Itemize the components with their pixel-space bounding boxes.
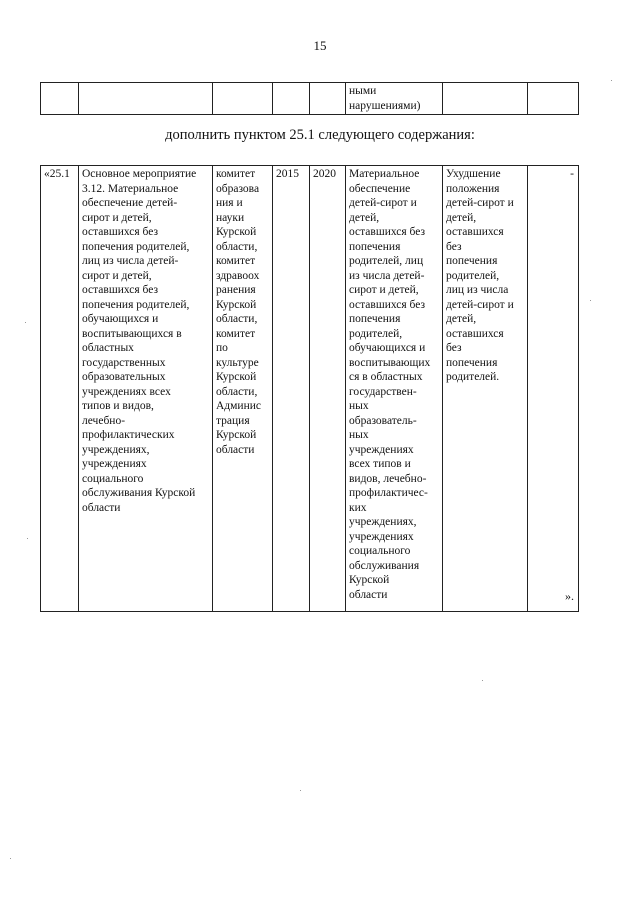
cell-line: Админис — [216, 400, 262, 412]
start-year: 2015 — [276, 168, 299, 180]
cell-line: оставшихся без — [349, 298, 426, 311]
cell-line: нарушениями) — [349, 99, 421, 112]
cell-line: Материальное — [349, 168, 420, 180]
cell-line: области, — [216, 240, 258, 253]
cell-line: культуре — [216, 356, 259, 369]
cell-line: детей, — [446, 313, 477, 325]
scan-speck — [611, 80, 612, 81]
cell-line: воспитывающих — [349, 356, 431, 369]
cell-line: оставшихся без — [349, 226, 426, 238]
cell-line: обслуживания Курской — [82, 487, 196, 499]
cell-line: попечения родителей, — [82, 240, 190, 253]
table-row — [41, 83, 579, 115]
cell-line: обеспечение — [349, 182, 411, 195]
cell-line: обеспечение детей- — [82, 197, 178, 209]
cell-line: всех типов и — [349, 458, 411, 470]
table-cell — [443, 83, 528, 115]
scan-speck — [590, 300, 591, 301]
cell-line: родителей, — [349, 327, 403, 340]
consequences-cell — [443, 166, 528, 612]
closing-quote: ». — [565, 588, 574, 603]
table-cell — [213, 83, 273, 115]
cell-line: детей, — [349, 211, 380, 224]
insert-instruction: дополнить пунктом 25.1 следующего содержания: — [165, 127, 475, 143]
cell-line: областных — [82, 342, 134, 354]
cell-line: родителей. — [446, 371, 500, 383]
cell-line: Курской — [216, 298, 257, 311]
cell-line: ных — [349, 400, 369, 412]
cell-line: детей, — [446, 211, 477, 224]
table-cell — [310, 83, 346, 115]
cell-line: попечения — [349, 313, 401, 325]
cell-line: комитет — [216, 255, 256, 267]
cell-line: образователь- — [349, 414, 417, 427]
cell-line: профилактичес- — [349, 487, 428, 499]
cell-line: положения — [446, 182, 500, 195]
cell-line: обучающихся и — [82, 313, 159, 325]
cell-line: ных — [349, 429, 369, 441]
page-number: 15 — [313, 38, 327, 53]
cell-line: без — [446, 240, 462, 253]
cell-line: учреждениях всех — [82, 385, 171, 398]
end-year-cell — [310, 166, 346, 612]
cell-line: государствен- — [349, 385, 417, 398]
cell-line: детей-сирот и — [446, 197, 514, 209]
cell-line: образова — [216, 182, 260, 195]
scan-speck — [25, 322, 26, 323]
cell-line: Курской — [216, 429, 257, 441]
table-cell — [79, 83, 213, 115]
scan-speck — [300, 790, 301, 791]
cell-line: лиц из числа детей- — [82, 255, 179, 267]
cell-line: попечения — [349, 240, 401, 253]
link-dash: - — [570, 168, 574, 180]
cell-line: науки — [216, 211, 245, 224]
cell-line: видов, лечебно- — [349, 472, 427, 485]
cell-line: образовательных — [82, 371, 166, 383]
event-cell — [79, 166, 213, 612]
start-year-cell — [273, 166, 310, 612]
cell-line: социального — [349, 545, 411, 557]
cell-line: детей-сирот и — [349, 197, 417, 209]
cell-line: социального — [82, 472, 144, 485]
end-year: 2020 — [313, 168, 336, 180]
item-number-cell — [41, 166, 79, 612]
cell-line: ся в областных — [349, 371, 423, 383]
cell-line: учреждениях — [349, 443, 414, 456]
cell-line: области — [82, 501, 121, 514]
cell-line: трация — [216, 414, 250, 427]
row-25-1-table — [40, 165, 579, 612]
cell-line: здравоох — [216, 269, 260, 282]
expected-result-cell — [346, 166, 443, 612]
cell-line: области — [216, 443, 255, 456]
link-cell — [528, 166, 579, 612]
cell-line: 3.12. Материальное — [82, 182, 179, 195]
cell-line: родителей, — [446, 269, 500, 282]
cell-line: учреждениях — [349, 530, 414, 543]
cell-line: попечения родителей, — [82, 298, 190, 311]
cell-line: Ухудшение — [446, 168, 501, 180]
result-cell-continued — [346, 83, 443, 115]
cell-line: области, — [216, 313, 258, 325]
scan-speck — [10, 858, 11, 859]
cell-line: ными — [349, 85, 377, 97]
cell-line: Курской — [349, 574, 390, 586]
cell-line: сирот и детей, — [349, 284, 419, 296]
cell-line: лиц из числа — [446, 284, 509, 296]
cell-line: комитет — [216, 327, 256, 340]
cell-line: обучающихся и — [349, 342, 426, 354]
cell-line: ния и — [216, 197, 243, 209]
cell-line: комитет — [216, 168, 256, 180]
cell-line: без — [446, 342, 462, 354]
cell-line: воспитывающихся в — [82, 327, 182, 340]
cell-line: оставшихся — [446, 226, 504, 238]
cell-line: из числа детей- — [349, 269, 425, 282]
item-number: «25.1 — [44, 168, 70, 180]
cell-line: оставшихся без — [82, 226, 159, 238]
table-cell — [273, 83, 310, 115]
cell-line: сирот и детей, — [82, 211, 152, 224]
cell-line: лечебно- — [82, 414, 126, 427]
cell-line: по — [216, 342, 228, 354]
cell-line: оставшихся без — [82, 284, 159, 296]
cell-line: Основное мероприятие — [82, 168, 197, 180]
table-row — [41, 166, 579, 612]
cell-line: области — [349, 588, 388, 601]
cell-line: Курской — [216, 371, 257, 383]
cell-line: типов и видов, — [82, 400, 154, 412]
scan-speck — [482, 680, 483, 681]
cell-line: учреждениях, — [349, 516, 417, 528]
cell-line: ких — [349, 501, 367, 514]
cell-line: попечения — [446, 255, 498, 267]
cell-line: сирот и детей, — [82, 269, 152, 282]
cell-line: попечения — [446, 356, 498, 369]
table-cell — [528, 83, 579, 115]
cell-line: Курской — [216, 226, 257, 238]
cell-line: обслуживания — [349, 559, 420, 572]
cell-line: оставшихся — [446, 327, 504, 340]
cell-line: учреждениях — [82, 458, 147, 470]
executor-cell — [213, 166, 273, 612]
cell-line: детей-сирот и — [446, 298, 514, 311]
cell-line: профилактических — [82, 429, 175, 441]
cell-line: родителей, лиц — [349, 255, 424, 267]
table-cell — [41, 83, 79, 115]
cell-line: области, — [216, 385, 258, 398]
scan-speck — [27, 538, 28, 539]
cell-line: ранения — [216, 284, 256, 296]
cell-line: учреждениях, — [82, 443, 150, 456]
continued-table-row — [40, 82, 579, 115]
cell-line: государственных — [82, 356, 166, 369]
